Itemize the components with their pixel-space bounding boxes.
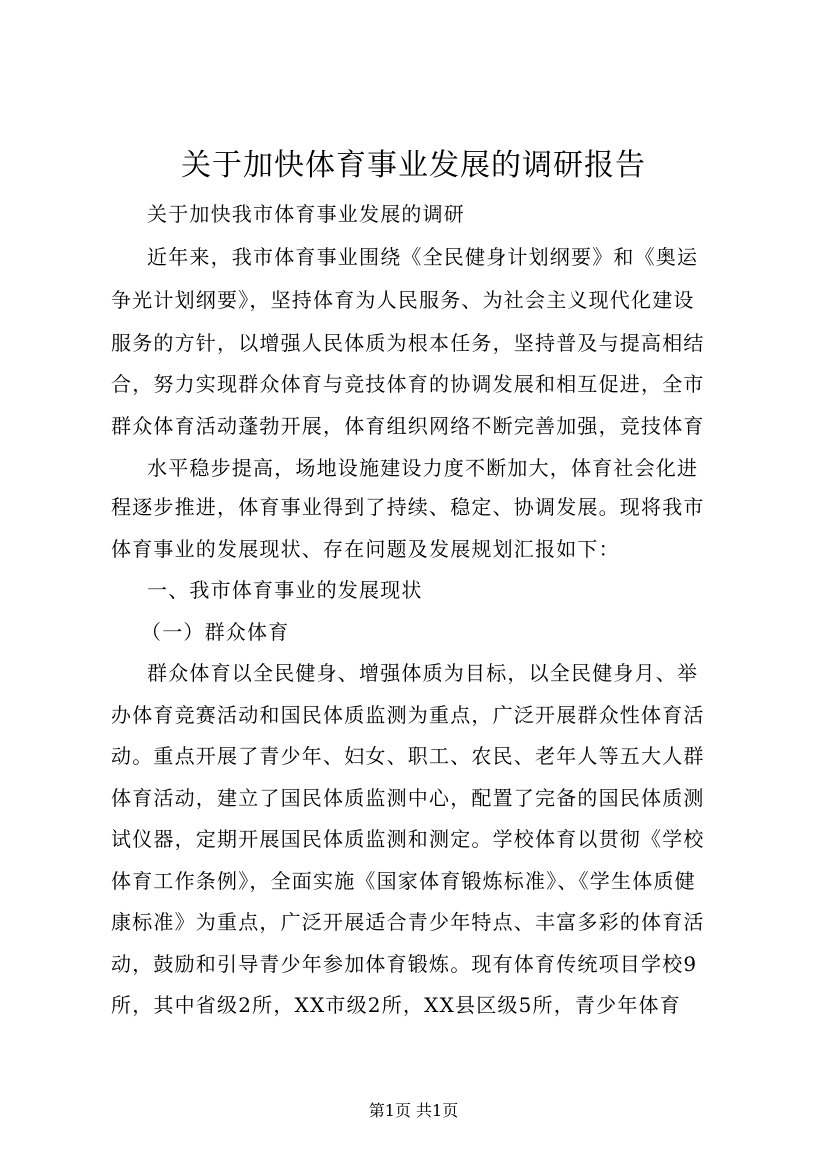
paragraph-line: 合，努力实现群众体育与竞技体育的协调发展和相互促进，全市 [111,372,705,396]
paragraph-line: 群众体育以全民健身、增强体质为目标，以全民健身月、举 [147,661,699,685]
paragraph-line: 动，鼓励和引导青少年参加体育锻炼。现有体育传统项目学校9 [111,952,698,976]
paragraph-line: 试仪器，定期开展国民体质监测和测定。学校体育以贯彻《学校 [111,827,705,851]
section-heading: 一、我市体育事业的发展现状 [147,578,423,602]
subtitle-line: 关于加快我市体育事业发展的调研 [147,202,465,226]
paragraph-line: 办体育竞赛活动和国民体质监测为重点，广泛开展群众性体育活 [111,703,705,727]
paragraph-line: 服务的方针，以增强人民体质为根本任务，坚持普及与提高相结 [111,331,705,355]
paragraph-line: 近年来，我市体育事业围绕《全民健身计划纲要》和《奥运 [147,245,699,269]
paragraph-line: 体育活动，建立了国民体质监测中心，配置了完备的国民体质测 [111,786,705,810]
subsection-heading: （一）群众体育 [141,620,290,644]
paragraph-line: 动。重点开展了青少年、妇女、职工、农民、老年人等五大人群 [111,744,705,768]
document-title: 关于加快体育事业发展的调研报告 [181,148,646,183]
paragraph-line: 争光计划纲要》，坚持体育为人民服务、为社会主义现代化建设 [111,288,695,312]
page-footer: 第1页 共1页 [368,1101,459,1120]
paragraph-line: 水平稳步提高，场地设施建设力度不断加大，体育社会化进 [147,456,699,480]
paragraph-line: 群众体育活动蓬勃开展，体育组织网络不断完善加强，竞技体育 [111,414,705,438]
paragraph-line: 程逐步推进，体育事业得到了持续、稳定、协调发展。现将我市 [111,495,705,519]
paragraph-line: 康标准》为重点，广泛开展适合青少年特点、丰富多彩的体育活 [111,910,705,934]
paragraph-line: 体育工作条例》，全面实施《国家体育锻炼标准》、《学生体质健 [111,869,696,893]
paragraph-line: 体育事业的发展现状、存在问题及发展规划汇报如下： [111,537,620,561]
paragraph-line: 所，其中省级2所，XX市级2所，XX县区级5所，青少年体育 [111,993,681,1017]
